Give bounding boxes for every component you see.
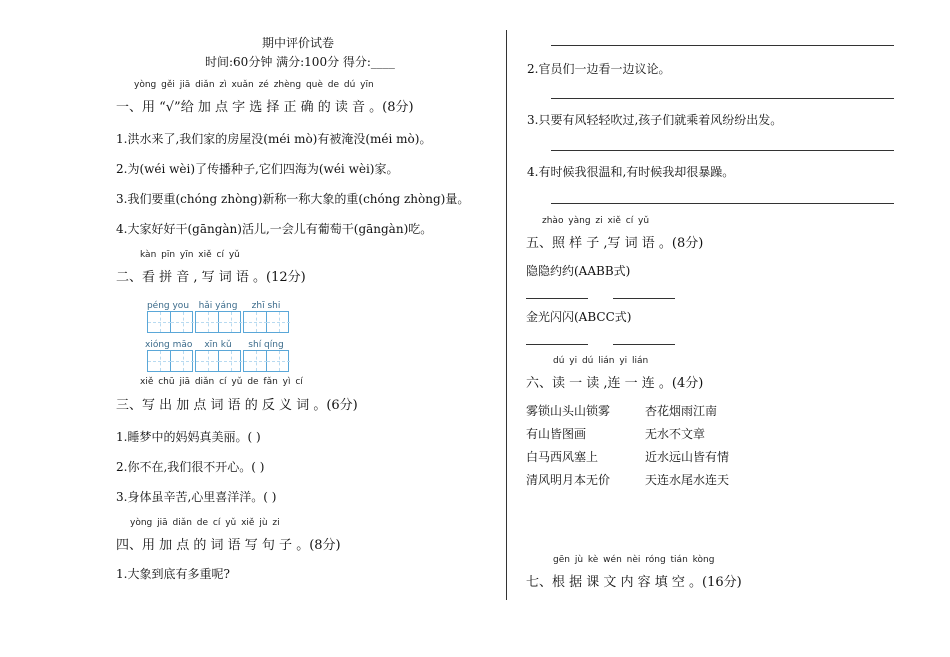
page-title: 期中评价试卷 — [262, 36, 335, 50]
s5-pinyin: zhào yàng zi xiě cí yǔ — [542, 216, 650, 226]
s1-heading: 一、用 “√”给 加 点 字 选 择 正 确 的 读 音 。(8分) — [116, 100, 414, 115]
match-left-item[interactable]: 白马西风塞上 — [526, 450, 599, 464]
grid-pinyin-label: xióng māo — [145, 340, 193, 350]
s3-heading: 三、写 出 加 点 词 语 的 反 义 词 。(6分) — [116, 398, 358, 413]
writing-grid-box[interactable] — [147, 311, 193, 333]
s6-pinyin: dú yi dú lián yi lián — [553, 356, 649, 366]
answer-line[interactable] — [551, 45, 894, 46]
match-right-item[interactable]: 近水远山皆有情 — [645, 450, 730, 464]
s7-heading: 七、根 据 课 文 内 容 填 空 。(16分) — [526, 575, 742, 590]
writing-grid-box[interactable] — [243, 350, 289, 372]
s3-item-3: 3.身体虽辛苦,心里喜洋洋。( ) — [116, 490, 277, 504]
grid-pinyin-label: zhī shi — [251, 301, 281, 311]
match-left-item[interactable]: 清风明月本无价 — [526, 473, 611, 487]
match-left-item[interactable]: 有山皆图画 — [526, 427, 587, 441]
s5-item-1: 隐隐约约(AABB式) — [526, 264, 631, 278]
s4-item-3: 3.只要有风轻轻吹过,孩子们就乘着风纷纷出发。 — [527, 113, 783, 127]
column-divider — [506, 30, 507, 600]
s1-item-1: 1.洪水来了,我们家的房屋没(méi mò)有被淹没(méi mò)。 — [116, 132, 432, 146]
s1-item-3: 3.我们要重(chóng zhòng)新称一称大象的重(chóng zhòng)量。 — [116, 192, 470, 206]
grid-pinyin-label: péng you — [146, 301, 190, 311]
s1-item-2: 2.为(wéi wèi)了传播种子,它们四海为(wéi wèi)家。 — [116, 162, 399, 176]
s4-item-4: 4.有时候我很温和,有时候我却很暴躁。 — [527, 165, 735, 179]
answer-line[interactable] — [526, 344, 588, 345]
grid-pinyin-label: hǎi yáng — [198, 301, 238, 311]
exam-meta: 时间:60分钟 满分:100分 得分:____ — [205, 55, 395, 69]
writing-grid-box[interactable] — [147, 350, 193, 372]
match-right-item[interactable]: 天连水尾水连天 — [645, 473, 730, 487]
s5-item-2: 金光闪闪(ABCC式) — [526, 310, 632, 324]
s3-item-1: 1.睡梦中的妈妈真美丽。( ) — [116, 430, 261, 444]
s5-heading: 五、照 样 子 ,写 词 语 。(8分) — [526, 236, 704, 251]
match-right-item[interactable]: 无水不文章 — [645, 427, 706, 441]
s3-item-2: 2.你不在,我们很不开心。( ) — [116, 460, 265, 474]
s6-heading: 六、读 一 读 ,连 一 连 。(4分) — [526, 376, 704, 391]
grid-pinyin-label: shí qíng — [248, 340, 284, 350]
answer-line[interactable] — [551, 98, 894, 99]
s4-item-1: 1.大象到底有多重呢? — [116, 567, 230, 581]
s2-heading: 二、看 拼 音 , 写 词 语 。(12分) — [116, 270, 306, 285]
s1-item-4: 4.大家好好干(gāngàn)活儿,一会儿有葡萄干(gāngàn)吃。 — [116, 222, 433, 236]
answer-line[interactable] — [613, 344, 675, 345]
s3-pinyin: xiě chū jiā diǎn cí yǔ de fǎn yì cí — [140, 377, 303, 387]
writing-grid-box[interactable] — [195, 311, 241, 333]
s2-pinyin: kàn pīn yīn xiě cí yǔ — [140, 250, 240, 260]
s1-pinyin: yòng gěi jiā diǎn zì xuǎn zé zhèng què de dú yīn — [134, 80, 374, 90]
answer-line[interactable] — [526, 298, 588, 299]
match-right-item[interactable]: 杏花烟雨江南 — [645, 404, 718, 418]
grid-pinyin-label: xīn kǔ — [204, 340, 232, 350]
writing-grid-box[interactable] — [195, 350, 241, 372]
s4-pinyin: yòng jiā diǎn de cí yǔ xiě jù zi — [130, 518, 280, 528]
answer-line[interactable] — [551, 203, 894, 204]
answer-line[interactable] — [613, 298, 675, 299]
writing-grid-box[interactable] — [243, 311, 289, 333]
match-left-item[interactable]: 雾锁山头山锁雾 — [526, 404, 611, 418]
answer-line[interactable] — [551, 150, 894, 151]
s4-heading: 四、用 加 点 的 词 语 写 句 子 。(8分) — [116, 538, 341, 553]
s7-pinyin: gēn jù kè wén nèi róng tián kòng — [553, 555, 715, 565]
s4-item-2: 2.官员们一边看一边议论。 — [527, 62, 671, 76]
